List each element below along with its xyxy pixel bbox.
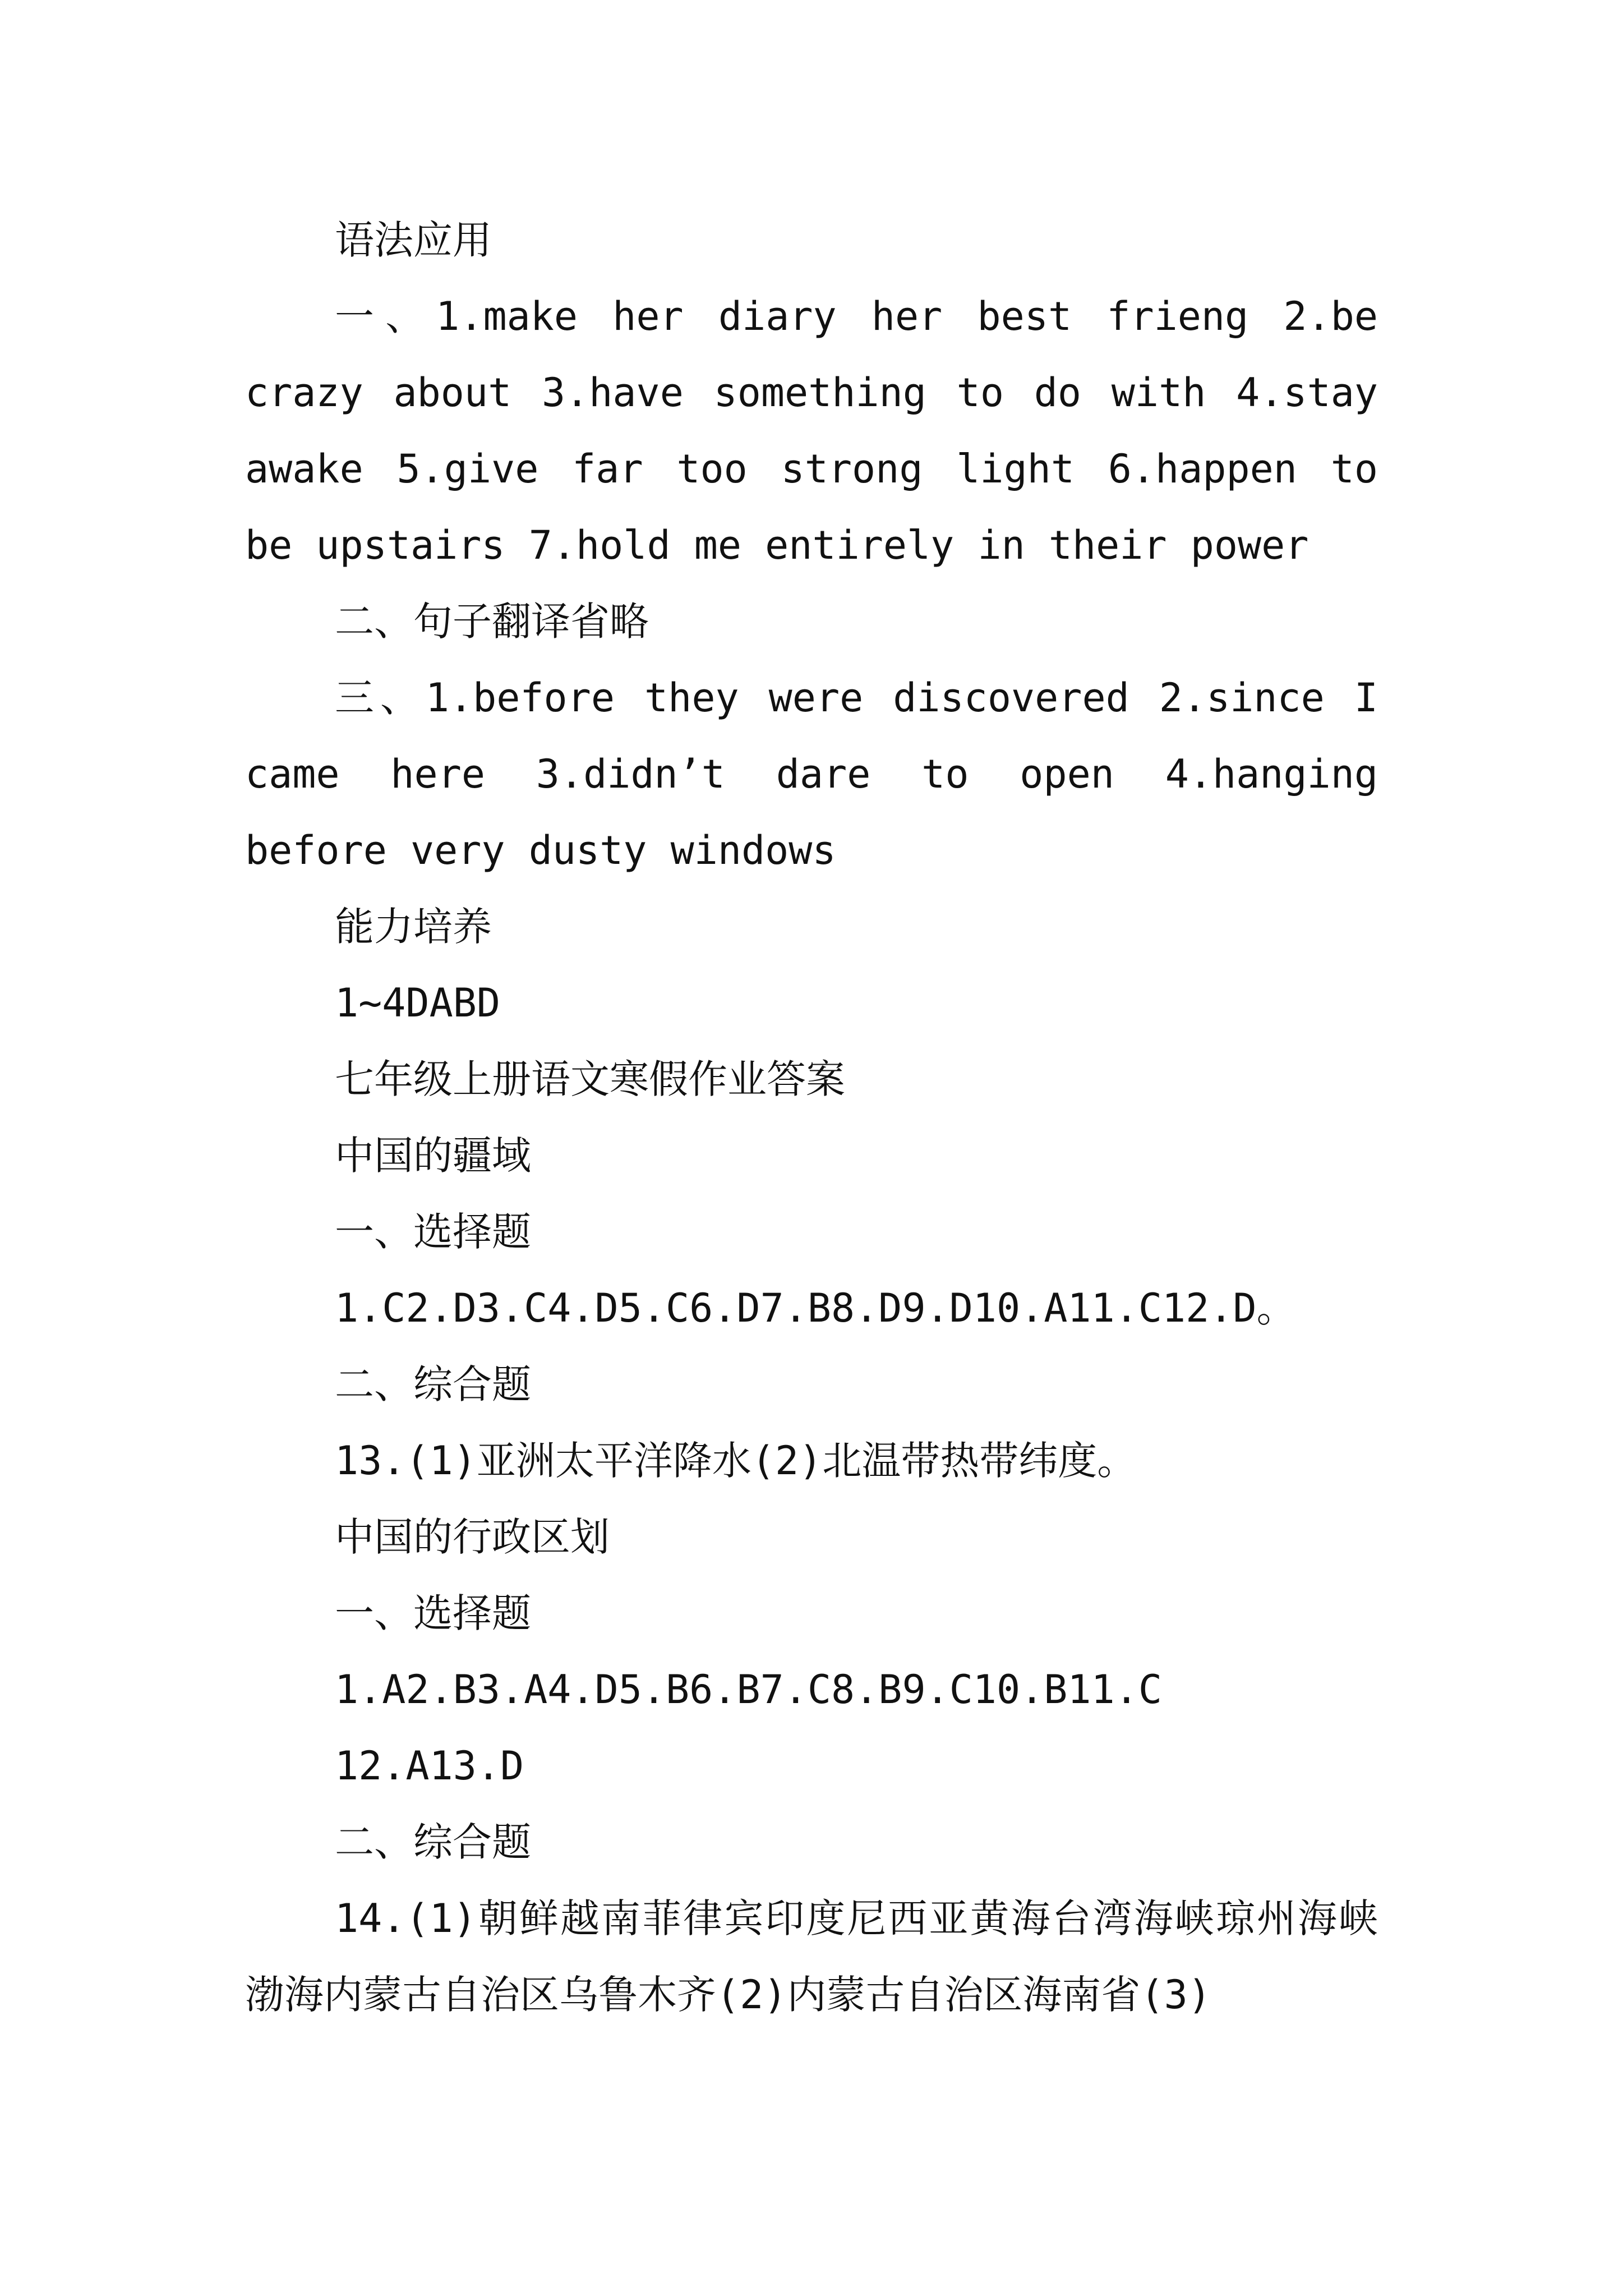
answer-line-choice-2a: 1.A2.B3.A4.D5.B6.B7.C8.B9.C10.B11.C (335, 1667, 1163, 1713)
subheading-comprehensive-2: 二、综合题 (335, 1819, 531, 1865)
document-body (245, 202, 1378, 2033)
section-heading-ability: 能力培养 (335, 904, 492, 950)
answer-line-choice-1: 1.C2.D3.C4.D5.C6.D7.B8.D9.D10.A11.C12.D。 (335, 1285, 1296, 1331)
answer-line-ability: 1~4DABD (335, 980, 501, 1026)
answer-paragraph-comprehensive-2: 14.(1)朝鲜越南菲律宾印度尼西亚黄海台湾海峡琼州海峡渤海内蒙古自治区乌鲁木齐(2)内蒙古自治区海南省(3) (245, 1895, 1378, 2018)
answer-line-choice-2b: 12.A13.D (335, 1743, 524, 1789)
subheading-multiple-choice-1: 一、选择题 (335, 1209, 531, 1255)
answer-paragraph-part-2: 二、句子翻译省略 (335, 599, 649, 645)
answer-paragraph-part-1: 一、1.make her diary her best frieng 2.be crazy about 3.have something to do with 4.stay awake 5.give far too strong light 6.happen to be upstairs 7.hold me entirely in their power (245, 293, 1378, 568)
answer-paragraph-part-3: 三、1.before they were discovered 2.since I came here 3.didn’t dare to open 4.hanging before very dusty windows (245, 675, 1378, 873)
section-heading-administrative: 中国的行政区划 (335, 1514, 610, 1560)
subheading-multiple-choice-2: 一、选择题 (335, 1590, 531, 1636)
section-heading-answers-title: 七年级上册语文寒假作业答案 (335, 1056, 845, 1102)
answer-line-comprehensive-1: 13.(1)亚洲太平洋降水(2)北温带热带纬度。 (335, 1438, 1137, 1484)
subheading-comprehensive-1: 二、综合题 (335, 1361, 531, 1407)
section-heading-territory: 中国的疆域 (335, 1133, 531, 1179)
section-heading-grammar: 语法应用 (335, 217, 492, 263)
